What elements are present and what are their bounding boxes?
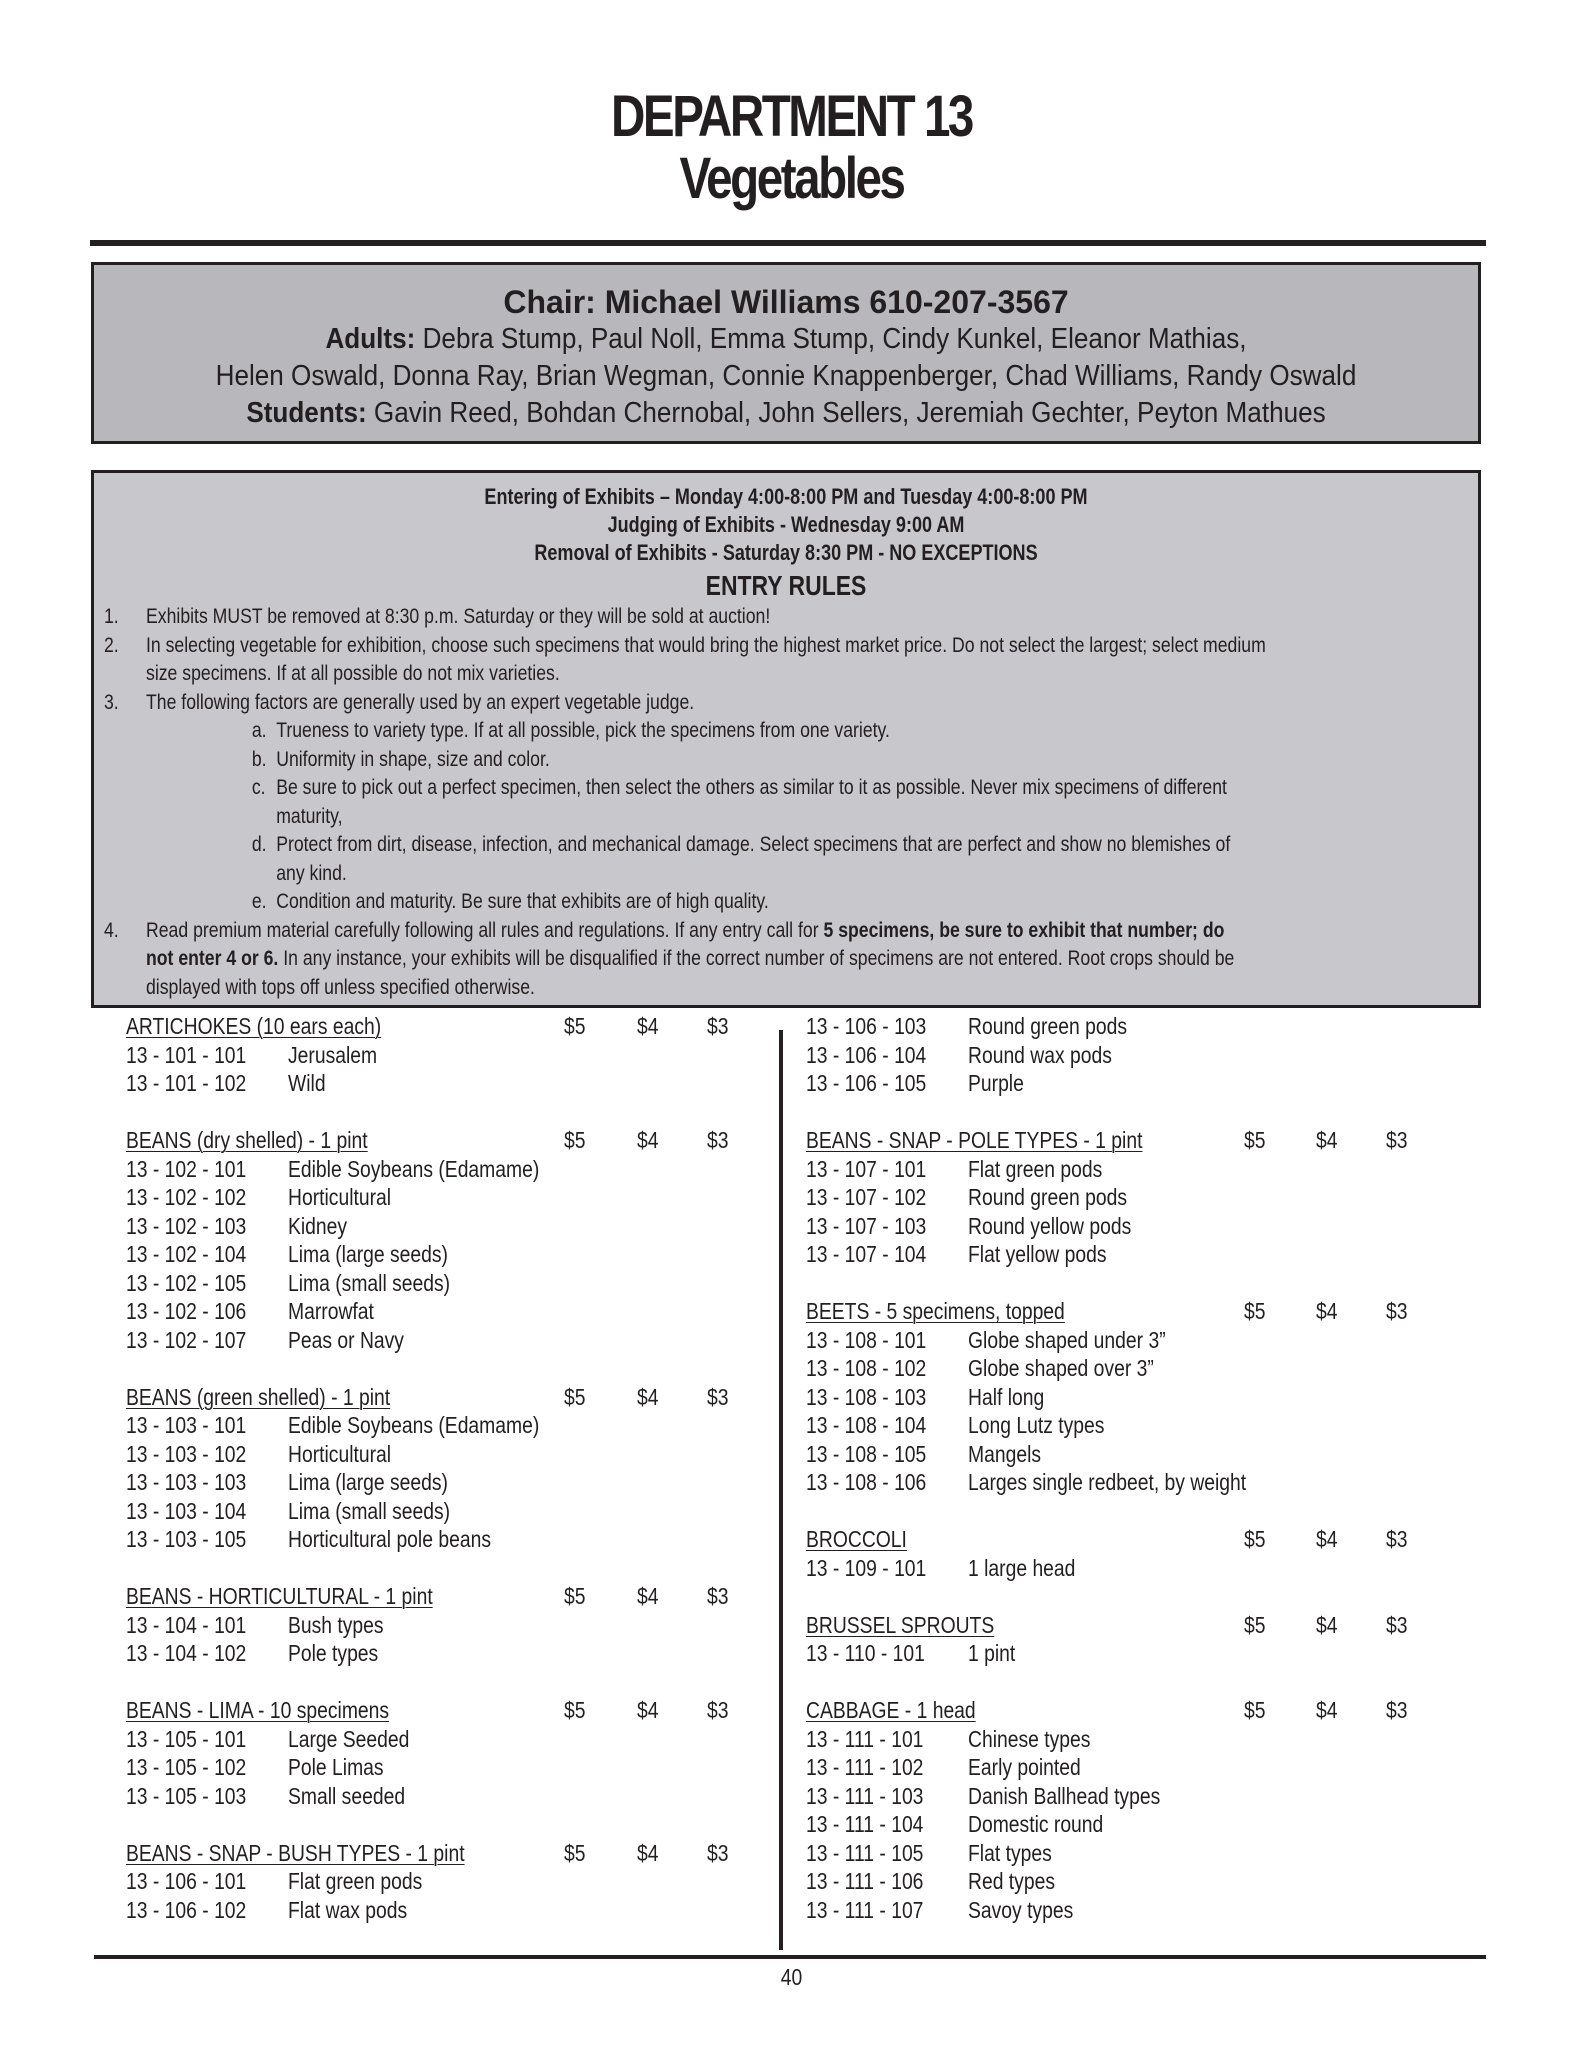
- first-prize: $5: [1244, 1298, 1266, 1324]
- entry-desc: Flat wax pods: [288, 1896, 408, 1923]
- entry-row: [126, 1611, 766, 1640]
- top-divider: [90, 240, 1486, 246]
- entry-row: [126, 1212, 766, 1241]
- entry-code: 13 - 109 - 101: [806, 1554, 927, 1581]
- entry-code: 13 - 107 - 102: [806, 1184, 927, 1210]
- page-title: [0, 86, 1583, 210]
- rule-3: [104, 689, 1267, 718]
- entry-desc: Lima (small seeds): [288, 1269, 451, 1296]
- rule-number: 1.: [104, 605, 119, 628]
- entry-code: 13 - 111 - 103: [806, 1782, 924, 1809]
- entry-code: 13 - 102 - 106: [126, 1298, 247, 1324]
- entry-row: [806, 1782, 1446, 1811]
- entry-row: [806, 1383, 1446, 1412]
- third-prize: $3: [1386, 1697, 1408, 1723]
- entry-desc: Flat green pods: [968, 1155, 1103, 1182]
- rule-text-cont: size specimens. If at all possible do not mix varieties.: [146, 662, 560, 685]
- class-beans-snap-bush-continued: [806, 1012, 1446, 1098]
- second-prize: $4: [637, 1839, 659, 1866]
- rule-text: Be sure to pick out a perfect specimen, then select the others as similar to it as possible. Never mix specimens of different: [276, 776, 1227, 799]
- committee-box: [91, 262, 1481, 444]
- entry-row: [806, 1440, 1446, 1469]
- entry-code: 13 - 103 - 102: [126, 1440, 247, 1467]
- entry-code: 13 - 102 - 101: [126, 1155, 247, 1182]
- second-prize: $4: [637, 1127, 659, 1153]
- rule-text: Protect from dirt, disease, infection, and mechanical damage. Select specimens that are perfect and show no blemishes of: [276, 833, 1231, 856]
- students-names: Gavin Reed, Bohdan Chernobal, John Sellers, Jeremiah Gechter, Peyton Mathues: [366, 397, 1326, 429]
- rule-number: 4.: [104, 918, 119, 942]
- adults-line-2: Helen Oswald, Donna Ray, Brian Wegman, Connie Knappenberger, Chad Williams, Randy Oswald: [215, 360, 1357, 392]
- rule-3b: [104, 746, 1267, 775]
- class-beans-lima: [126, 1696, 766, 1810]
- rule-text-part: Read premium material carefully following all rules and regulations. If any entry call for: [146, 918, 824, 942]
- entry-row: [806, 1041, 1446, 1070]
- chair-contact: Chair: Michael Williams 610-207-3567: [503, 284, 1069, 320]
- first-prize: $5: [564, 1127, 586, 1153]
- entry-code: 13 - 102 - 107: [126, 1326, 247, 1353]
- entry-code: 13 - 111 - 104: [806, 1811, 924, 1837]
- entry-row: [126, 1497, 766, 1526]
- entry-desc: Round wax pods: [968, 1041, 1112, 1068]
- entry-desc: Marrowfat: [288, 1298, 374, 1324]
- entry-code: 13 - 101 - 102: [126, 1070, 247, 1096]
- entry-row: [806, 1069, 1446, 1098]
- first-prize: $5: [564, 1697, 586, 1723]
- entry-row: [126, 1753, 766, 1782]
- entry-row: [126, 1155, 766, 1184]
- entry-row: [806, 1810, 1446, 1839]
- entry-row: [806, 1411, 1446, 1440]
- entry-code: 13 - 111 - 106: [806, 1868, 924, 1894]
- entry-row: [126, 1069, 766, 1098]
- entry-rules-heading: ENTRY RULES: [705, 570, 867, 601]
- rule-3e: [104, 888, 1267, 917]
- rule-letter: e.: [251, 890, 267, 913]
- students-line: [163, 395, 1409, 432]
- first-prize: $5: [564, 1013, 586, 1039]
- entry-code: 13 - 102 - 103: [126, 1212, 247, 1239]
- first-prize: $5: [1244, 1526, 1266, 1552]
- entry-desc: Peas or Navy: [288, 1326, 404, 1353]
- entry-row: [806, 1354, 1446, 1383]
- entry-desc: Large Seeded: [288, 1725, 410, 1752]
- adults-line-1: [163, 321, 1409, 358]
- entry-desc: Lima (large seeds): [288, 1241, 448, 1267]
- entry-code: 13 - 108 - 106: [806, 1469, 927, 1495]
- class-cabbage: [806, 1696, 1446, 1924]
- entry-desc: Half long: [968, 1383, 1045, 1410]
- second-prize: $4: [1316, 1611, 1338, 1638]
- entry-desc: Red types: [968, 1868, 1055, 1894]
- first-prize: $5: [1244, 1127, 1266, 1153]
- entry-code: 13 - 101 - 101: [126, 1041, 247, 1068]
- entry-code: 13 - 106 - 102: [126, 1896, 247, 1923]
- entry-row: [806, 1240, 1446, 1269]
- entry-row: [126, 1525, 766, 1554]
- class-beets: [806, 1297, 1446, 1497]
- entry-desc: Larges single redbeet, by weight: [968, 1469, 1247, 1495]
- rule-1: [104, 603, 1267, 632]
- entry-desc: Purple: [968, 1070, 1024, 1096]
- first-prize: $5: [1244, 1697, 1266, 1723]
- entry-code: 13 - 104 - 101: [126, 1611, 247, 1638]
- entry-desc: Round green pods: [968, 1184, 1127, 1210]
- rule-letter: a.: [251, 719, 267, 742]
- rule-text: Exhibits MUST be removed at 8:30 p.m. Saturday or they will be sold at auction!: [146, 605, 771, 628]
- class-title: BEETS - 5 specimens, topped: [806, 1298, 1065, 1324]
- class-broccoli: [806, 1525, 1446, 1582]
- second-prize: $4: [1316, 1526, 1338, 1552]
- entry-code: 13 - 105 - 101: [126, 1725, 247, 1752]
- entry-code: 13 - 102 - 104: [126, 1241, 247, 1267]
- rule-3a: [104, 717, 1267, 746]
- entry-row: [126, 1183, 766, 1212]
- students-label: Students:: [246, 397, 367, 429]
- second-prize: $4: [637, 1383, 659, 1410]
- entering-schedule: Entering of Exhibits – Monday 4:00-8:00 PM and Tuesday 4:00-8:00 PM: [484, 484, 1088, 509]
- entry-desc: Round green pods: [968, 1013, 1127, 1039]
- entry-desc: Globe shaped under 3”: [968, 1326, 1166, 1353]
- rule-3d: [104, 831, 1267, 888]
- third-prize: $3: [707, 1697, 729, 1723]
- class-title: BEANS - SNAP - POLE TYPES - 1 pint: [806, 1127, 1143, 1153]
- entry-code: 13 - 103 - 103: [126, 1469, 247, 1495]
- third-prize: $3: [1386, 1526, 1408, 1552]
- entry-row: [126, 1782, 766, 1811]
- entry-desc: Round yellow pods: [968, 1212, 1132, 1239]
- entry-row: [806, 1212, 1446, 1241]
- entry-desc: Horticultural pole beans: [288, 1526, 491, 1552]
- entry-row: [806, 1867, 1446, 1896]
- entry-desc: Wild: [288, 1070, 326, 1096]
- entry-code: 13 - 108 - 105: [806, 1440, 927, 1467]
- rule-3c: [104, 774, 1267, 831]
- entry-row: [806, 1326, 1446, 1355]
- class-beans-snap-pole: [806, 1126, 1446, 1269]
- removal-schedule: Removal of Exhibits - Saturday 8:30 PM - NO EXCEPTIONS: [534, 540, 1038, 565]
- class-title: BEANS (dry shelled) - 1 pint: [126, 1127, 368, 1153]
- entry-code: 13 - 102 - 105: [126, 1269, 247, 1296]
- rule-text-cont: [146, 945, 1267, 974]
- first-prize: $5: [564, 1839, 586, 1866]
- entry-code: 13 - 105 - 102: [126, 1754, 247, 1780]
- third-prize: $3: [707, 1383, 729, 1410]
- entry-desc: 1 large head: [968, 1554, 1076, 1581]
- entry-rules-box: [91, 470, 1481, 1008]
- entry-desc: Flat types: [968, 1839, 1052, 1866]
- entry-desc: Savoy types: [968, 1896, 1074, 1923]
- entry-desc: Small seeded: [288, 1782, 406, 1809]
- rule-emphasis: 5 specimens, be sure to exhibit that number; do: [823, 918, 1225, 942]
- entry-code: 13 - 111 - 105: [806, 1839, 924, 1866]
- second-prize: $4: [1316, 1697, 1338, 1723]
- class-title: CABBAGE - 1 head: [806, 1697, 976, 1723]
- rule-number: 2.: [104, 633, 119, 657]
- rule-number: 3.: [104, 690, 119, 714]
- entry-code: 13 - 111 - 107: [806, 1896, 924, 1923]
- entry-code: 13 - 108 - 102: [806, 1355, 927, 1381]
- entry-row: [126, 1269, 766, 1298]
- second-prize: $4: [637, 1697, 659, 1723]
- entry-desc: Chinese types: [968, 1725, 1091, 1752]
- entry-row: [806, 1183, 1446, 1212]
- entry-desc: Edible Soybeans (Edamame): [288, 1412, 540, 1438]
- rule-text-cont: displayed with tops off unless specified otherwise.: [146, 975, 535, 999]
- entry-code: 13 - 107 - 104: [806, 1241, 927, 1267]
- entry-desc: Horticultural: [288, 1440, 392, 1467]
- entry-desc: Lima (small seeds): [288, 1497, 451, 1524]
- entry-row: [126, 1639, 766, 1668]
- entry-desc: Flat yellow pods: [968, 1241, 1107, 1267]
- entry-desc: 1 pint: [968, 1640, 1016, 1666]
- entry-code: 13 - 103 - 101: [126, 1412, 247, 1438]
- entry-row: [806, 1554, 1446, 1583]
- department-title: DEPARTMENT 13: [611, 84, 972, 149]
- entry-desc: Horticultural: [288, 1184, 392, 1210]
- entry-desc: Jerusalem: [288, 1041, 378, 1068]
- entry-code: 13 - 103 - 105: [126, 1526, 247, 1552]
- entry-desc: Lima (large seeds): [288, 1469, 448, 1495]
- third-prize: $3: [1386, 1611, 1408, 1638]
- entry-row: [126, 1725, 766, 1754]
- entry-desc: Danish Ballhead types: [968, 1782, 1161, 1809]
- rule-emphasis: not enter 4 or 6.: [146, 947, 279, 970]
- entry-desc: Pole Limas: [288, 1754, 384, 1780]
- class-brussel-sprouts: [806, 1611, 1446, 1668]
- entry-code: 13 - 106 - 103: [806, 1013, 927, 1039]
- entry-code: 13 - 108 - 103: [806, 1383, 927, 1410]
- third-prize: $3: [707, 1583, 729, 1609]
- adults-label: Adults:: [325, 323, 416, 355]
- entry-row: [806, 1012, 1446, 1041]
- rule-letter: b.: [251, 747, 267, 771]
- rule-2: [104, 632, 1267, 689]
- department-subtitle: Vegetables: [679, 146, 904, 211]
- class-list-left: [126, 1012, 766, 1953]
- class-title: BROCCOLI: [806, 1526, 907, 1552]
- third-prize: $3: [707, 1839, 729, 1866]
- class-title: BEANS - LIMA - 10 specimens: [126, 1697, 390, 1723]
- entry-desc: Pole types: [288, 1640, 379, 1666]
- entry-desc: Bush types: [288, 1611, 384, 1638]
- entry-code: 13 - 102 - 102: [126, 1184, 247, 1210]
- class-title: BEANS - HORTICULTURAL - 1 pint: [126, 1583, 433, 1609]
- third-prize: $3: [1386, 1127, 1408, 1153]
- class-title: BEANS - SNAP - BUSH TYPES - 1 pint: [126, 1839, 465, 1866]
- entry-desc: Long Lutz types: [968, 1412, 1105, 1438]
- entry-row: [126, 1440, 766, 1469]
- entry-code: 13 - 106 - 101: [126, 1868, 247, 1894]
- column-divider: [779, 1030, 783, 1950]
- entry-desc: Mangels: [968, 1440, 1042, 1467]
- entry-desc: Kidney: [288, 1212, 348, 1239]
- entry-row: [126, 1411, 766, 1440]
- entry-desc: Domestic round: [968, 1811, 1104, 1837]
- first-prize: $5: [1244, 1611, 1266, 1638]
- entry-row: [806, 1839, 1446, 1868]
- rule-text: Condition and maturity. Be sure that exhibits are of high quality.: [276, 890, 769, 913]
- rule-text-cont: any kind.: [276, 861, 347, 885]
- entry-code: 13 - 111 - 102: [806, 1754, 924, 1780]
- entry-row: [126, 1867, 766, 1896]
- rule-letter: d.: [251, 833, 267, 856]
- second-prize: $4: [1316, 1298, 1338, 1324]
- rule-letter: c.: [251, 776, 266, 799]
- first-prize: $5: [564, 1583, 586, 1609]
- class-title: BEANS (green shelled) - 1 pint: [126, 1383, 391, 1410]
- entry-row: [126, 1326, 766, 1355]
- entry-code: 13 - 108 - 104: [806, 1412, 927, 1438]
- second-prize: $4: [1316, 1127, 1338, 1153]
- class-beans-green-shelled: [126, 1383, 766, 1554]
- rule-text: The following factors are generally used by an expert vegetable judge.: [146, 690, 695, 714]
- entry-code: 13 - 108 - 101: [806, 1326, 927, 1353]
- entry-code: 13 - 107 - 103: [806, 1212, 927, 1239]
- entry-desc: Flat green pods: [288, 1868, 423, 1894]
- entry-desc: Early pointed: [968, 1754, 1081, 1780]
- entry-code: 13 - 103 - 104: [126, 1497, 247, 1524]
- entry-code: 13 - 104 - 102: [126, 1640, 247, 1666]
- class-title: ARTICHOKES (10 ears each): [126, 1013, 382, 1039]
- rule-4: [104, 917, 1267, 1003]
- judging-schedule: Judging of Exhibits - Wednesday 9:00 AM: [607, 512, 965, 537]
- entry-code: 13 - 105 - 103: [126, 1782, 247, 1809]
- second-prize: $4: [637, 1583, 659, 1609]
- third-prize: $3: [707, 1127, 729, 1153]
- entry-row: [806, 1639, 1446, 1668]
- entry-row: [126, 1468, 766, 1497]
- entry-row: [806, 1468, 1446, 1497]
- second-prize: $4: [637, 1013, 659, 1039]
- third-prize: $3: [707, 1013, 729, 1039]
- class-list-right: [806, 1012, 1446, 1953]
- entry-row: [126, 1041, 766, 1070]
- rule-text: Trueness to variety type. If at all possible, pick the specimens from one variety.: [276, 719, 890, 742]
- entry-row: [126, 1297, 766, 1326]
- rule-text: In selecting vegetable for exhibition, choose such specimens that would bring the highest market price. Do not select the largest; select medium: [146, 633, 1266, 657]
- entry-code: 13 - 107 - 101: [806, 1155, 927, 1182]
- entry-row: [806, 1753, 1446, 1782]
- page-number: 40: [780, 1964, 803, 1990]
- entry-row: [806, 1155, 1446, 1184]
- adults-names-1: Debra Stump, Paul Noll, Emma Stump, Cindy Kunkel, Eleanor Mathias,: [415, 323, 1247, 355]
- rule-text: [146, 917, 1267, 946]
- entry-row: [126, 1240, 766, 1269]
- class-beans-snap-bush: [126, 1839, 766, 1925]
- class-beans-horticultural: [126, 1582, 766, 1668]
- entry-code: 13 - 111 - 101: [806, 1725, 924, 1752]
- entry-row: [126, 1896, 766, 1925]
- entry-row: [806, 1896, 1446, 1925]
- rule-text: Uniformity in shape, size and color.: [276, 747, 550, 771]
- bottom-divider: [94, 1955, 1486, 1959]
- class-artichokes: [126, 1012, 766, 1098]
- first-prize: $5: [564, 1383, 586, 1410]
- third-prize: $3: [1386, 1298, 1408, 1324]
- entry-row: [806, 1725, 1446, 1754]
- entry-desc: Edible Soybeans (Edamame): [288, 1155, 540, 1182]
- entry-code: 13 - 106 - 104: [806, 1041, 927, 1068]
- rule-text-cont: maturity,: [276, 804, 343, 828]
- entry-code: 13 - 106 - 105: [806, 1070, 927, 1096]
- entry-desc: Globe shaped over 3”: [968, 1355, 1154, 1381]
- class-beans-dry-shelled: [126, 1126, 766, 1354]
- entry-code: 13 - 110 - 101: [806, 1640, 925, 1666]
- rule-text-part: In any instance, your exhibits will be disqualified if the correct number of specimens are not entered. Root crops should be: [278, 947, 1235, 970]
- class-title: BRUSSEL SPROUTS: [806, 1611, 995, 1638]
